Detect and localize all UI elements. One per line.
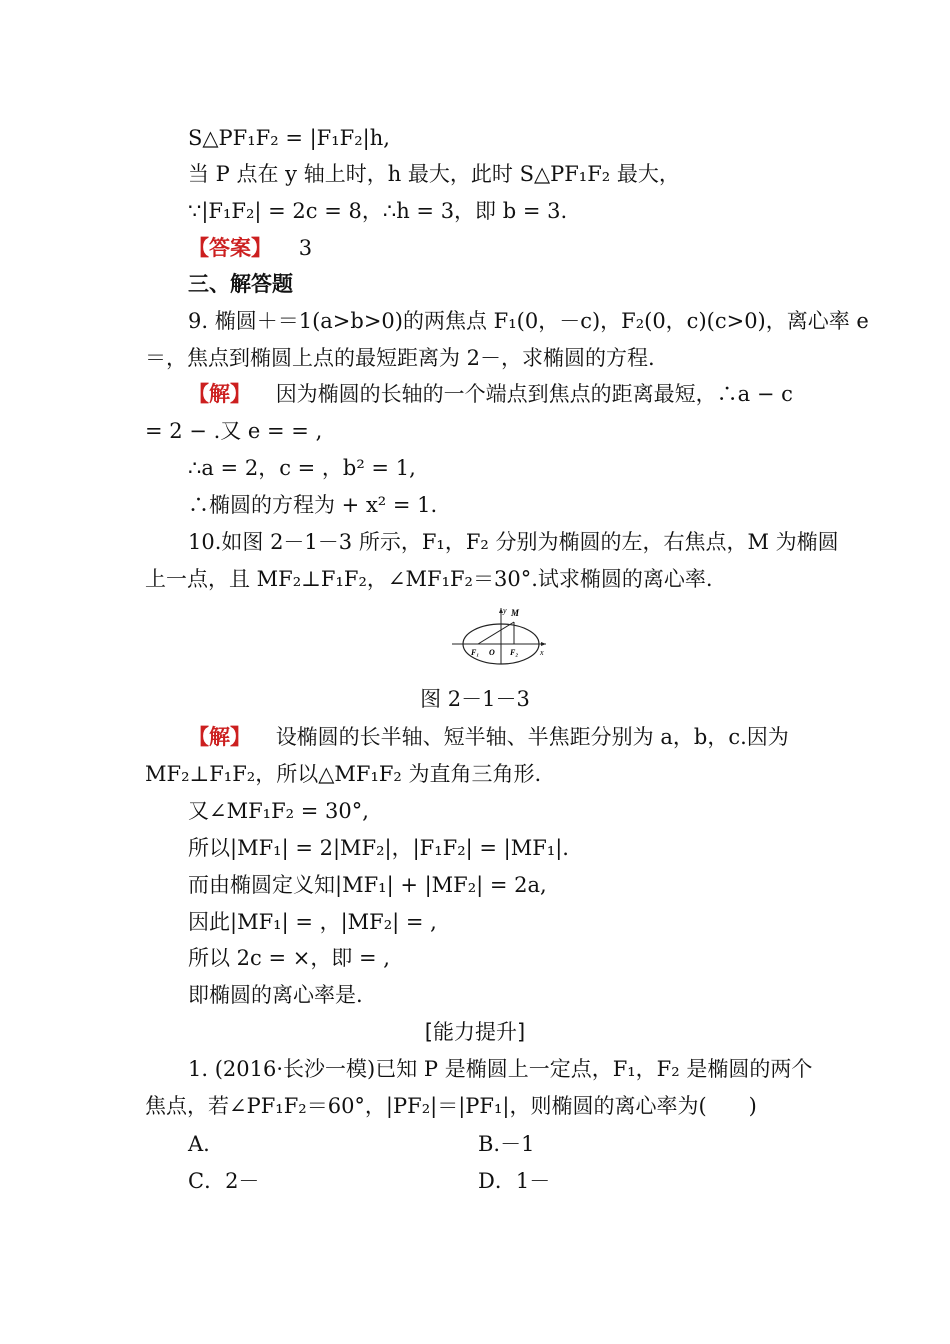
s10-line-5: 而由椭圆定义知|MF₁| + |MF₂| = 2a,	[188, 873, 547, 897]
s9-line-1: 因为椭圆的长轴的一个端点到焦点的距离最短，∴a − c	[275, 382, 793, 406]
q9-line-1: 9. 椭圆＋＝1(a>b>0)的两焦点 F₁(0，－c)，F₂(0，c)(c>0)，离心率 e	[188, 309, 869, 333]
answer-value: 3	[298, 236, 313, 260]
label-x: x	[540, 648, 544, 657]
option-c: C．2－	[188, 1169, 260, 1193]
line-b-result: ∵|F₁F₂| = 2c = 8，∴h = 3，即 b = 3.	[188, 199, 568, 223]
q10-line-1: 10.如图 2－1－3 所示，F₁，F₂ 分别为椭圆的左，右焦点，M 为椭圆	[188, 530, 839, 554]
q9-line-2: ＝，焦点到椭圆上点的最短距离为 2－，求椭圆的方程.	[145, 346, 655, 370]
s9-line-3: ∴a = 2，c = ，b² = 1,	[188, 456, 416, 480]
segment-mf1	[478, 622, 514, 644]
line-area-formula: S△PF₁F₂ = |F₁F₂|h,	[188, 126, 390, 150]
x-axis-arrow	[541, 642, 546, 646]
label-y: y	[503, 606, 507, 615]
s10-line-7: 所以 2c = ×，即 = ,	[188, 946, 390, 970]
label-f2: F₂	[510, 648, 519, 657]
option-a: A.	[188, 1132, 210, 1156]
s10-row-1	[188, 723, 789, 751]
section-heading: 三、解答题	[188, 272, 293, 296]
option-b: B.－1	[478, 1132, 535, 1156]
s9-row-1	[188, 380, 793, 408]
s10-line-3: 又∠MF₁F₂ = 30°,	[188, 799, 369, 823]
solution-tag: 【解】	[188, 382, 251, 406]
s10-line-6: 因此|MF₁| = ，|MF₂| = ,	[188, 910, 437, 934]
label-o: O	[489, 648, 495, 657]
ability-heading: [能力提升]	[424, 1020, 526, 1044]
s10-line-8: 即椭圆的离心率是.	[188, 983, 363, 1007]
ellipse-figure	[450, 600, 550, 668]
label-m: M	[511, 608, 520, 618]
solution-tag-2: 【解】	[188, 725, 251, 749]
p1-line-2: 焦点，若∠PF₁F₂＝60°，|PF₂|＝|PF₁|，则椭圆的离心率为( )	[145, 1094, 757, 1118]
s10-line-4: 所以|MF₁| = 2|MF₂|，|F₁F₂| = |MF₁|.	[188, 836, 569, 860]
option-d: D．1－	[478, 1169, 551, 1193]
answer-tag: 【答案】	[188, 236, 272, 260]
figure-caption: 图 2－1－3	[420, 687, 530, 711]
line-h-max: 当 P 点在 y 轴上时，h 最大，此时 S△PF₁F₂ 最大，	[188, 162, 680, 186]
q10-line-2: 上一点，且 MF₂⊥F₁F₂，∠MF₁F₂＝30°.试求椭圆的离心率.	[145, 567, 713, 591]
p1-line-1: 1. (2016·长沙一模)已知 P 是椭圆上一定点，F₁，F₂ 是椭圆的两个	[188, 1057, 813, 1081]
answer-row	[188, 234, 312, 262]
s9-line-4: ∴椭圆的方程为 + x² = 1.	[188, 493, 438, 517]
s9-line-2: = 2 − .又 e = = ,	[145, 419, 323, 443]
s10-line-2: MF₂⊥F₁F₂，所以△MF₁F₂ 为直角三角形.	[145, 762, 542, 786]
s10-line-1: 设椭圆的长半轴、短半轴、半焦距分别为 a，b，c.因为	[275, 725, 789, 749]
label-f1: F₁	[471, 648, 480, 657]
